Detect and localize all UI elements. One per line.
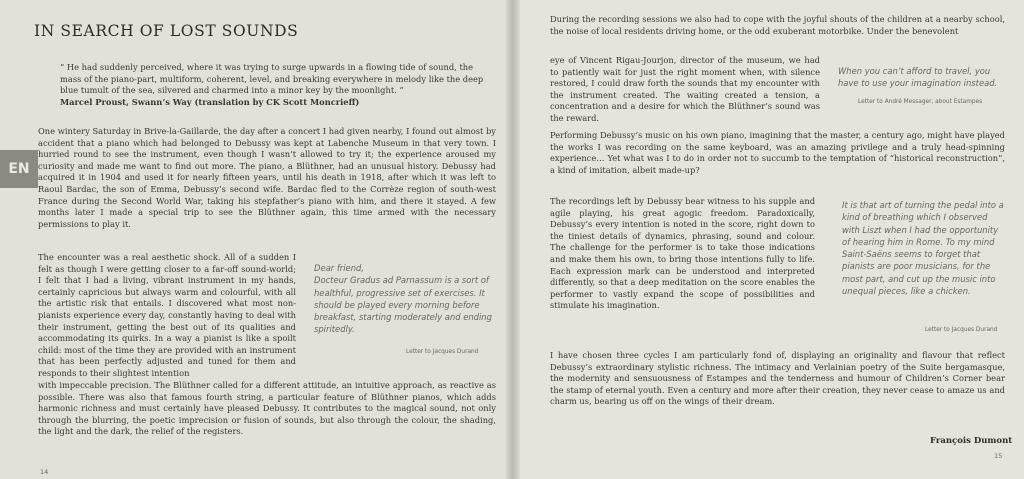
margin-quote-text: Docteur Gradus ad Parnassum is a sort of healthful, progressive set of exercises. It should be played every morning before breakfast, starting moderately and ending spiritedly. (314, 275, 492, 335)
body-paragraph-2-continued: with impeccable precision. The Blüthner called for a different attitude, an intuitive approach, as reactive as possible. There was also that famous fourth string, a particular feature of Blüthner pianos, which adds harmonic richness and must certainly have pleased Debussy. It contributes to the magical sound, not only through the blurring, the poetic imprecision or fusion of sounds, but also through the colour, the shading, the light and the dark, the relief of the registers. (38, 380, 496, 437)
page-title: IN SEARCH OF LOST SOUNDS (34, 22, 299, 40)
right-paragraph-4: I have chosen three cycles I am particularly fond of, displaying an originality and flavour that reflect Debussy’s extraordinary stylistic richness. The intimacy and Verlainian poetry of the Suite bergamasque, the modernity and sensuousness of Estampes and the tenderness and humour of Children’s Corner bear the stamp of eternal youth. Even a century and more after their creation, they never cease to amaze us and charm us, bearing us off on the wings of their dream. (550, 350, 1005, 407)
margin-quote-left (314, 262, 504, 336)
margin-quote-right-1: When you can’t afford to travel, you have to use your imagination instead. (838, 66, 998, 89)
margin-quote-right-2-attribution: Letter to Jacques Durand (925, 327, 998, 333)
right-paragraph-1-continued: eye of Vincent Rigau-Jourjon, director of the museum, we had to patiently wait for just the right moment when, with silence restored, I could draw forth the sounds that my encounter with the instrument created. The waiting created a tension, a concentration and a desire for which the Blüthner’s sound was the reward. (550, 55, 820, 123)
margin-quote-salutation: Dear friend, (314, 263, 364, 273)
margin-quote-right-2: It is that art of turning the pedal into a kind of breathing which I observed with Liszt when I had the opportunity of hearing him in Rome. To my mind Saint-Saëns seems to forget that pianists are poor musicians, for the most part, and cut up the music into unequal pieces, like a chicken. (842, 200, 1004, 297)
language-tab: EN (0, 150, 38, 188)
page-number-right: 15 (994, 452, 1003, 460)
author-signature: François Dumont (930, 436, 1013, 446)
right-paragraph-3: The recordings left by Debussy bear witness to his supple and agile playing, his great agogic freedom. Paradoxically, Debussy’s every intention is noted in the score, right down to the tiniest details of dynamics, phrasing, sound and colour. The challenge for the performer is to take those indications and make them his own, to bring those intentions fully to life. Each expression mark can be understood and interpreted differently, so that a deep meditation on the score enables the performer to vastly expand the scope of possibilities and stimulate his imagination. (550, 196, 815, 311)
right-paragraph-2: Performing Debussy’s music on his own piano, imagining that the master, a century ago, might have played the works I was recording on the same keyboard, was an amazing privilege and a truly head-spinning experience… Yet what was I to do in order not to succumb to the temptation of “historical reconstruction”, a kind of imitation, albeit made-up? (550, 130, 1005, 175)
body-paragraph-2: The encounter was a real aesthetic shock. All of a sudden I felt as though I were getting closer to a far-off sound-world; I felt that I had a living, vibrant instrument in my hands, certainly capricious but always warm and colourful, with all the artistic risk that entails. I discovered what most non-pianists experience every day, constantly having to deal with their instrument, getting the best out of its qualities and accommodating its quirks. In a way a pianist is like a spoilt child: most of the time they are provided with an instrument that has been perfectly adjusted and tuned for them and responds to their slightest intention (38, 252, 296, 378)
book-gutter (506, 0, 520, 479)
epigraph-quote (60, 62, 490, 108)
epigraph-text: “ He had suddenly perceived, where it was trying to surge upwards in a flowing tide of sound, the mass of the piano-part, multiform, coherent, level, and breaking everywhere in melody like the deep blue tumult of the sea, silvered and charmed into a minor key by the moonlight. ” (60, 62, 484, 96)
margin-quote-right-1-attribution: Letter to André Messager, about Estampes (858, 99, 983, 105)
page-number-left: 14 (40, 468, 49, 476)
margin-quote-attribution: Letter to Jacques Durand (406, 349, 479, 355)
body-paragraph-1: One wintery Saturday in Brive-la-Gaillarde, the day after a concert I had given nearby, I found out almost by accident that a piano which had belonged to Debussy was kept at Labenche Museum in that very town. I hurried round to see the instrument, even though I wasn’t allowed to try it; the experience aroused my curiosity and made me want to find out more. The piano, a Blüthner, had an unusual history. Debussy had acquired it in 1904 and used it for nearly fifteen years, until his death in 1918, after which it was left to Raoul Bardac, the son of Emma, Debussy’s second wife. Bardac fled to the Corrèze region of south-west France during the Second World War, taking his stepfather’s piano with him, and there it stayed. A few months later I made a special trip to see the Blüthner again, this time armed with the necessary permissions to play it. (38, 126, 496, 229)
epigraph-citation: Marcel Proust, Swann’s Way (translation by CK Scott Moncrieff) (60, 96, 360, 107)
right-paragraph-1: During the recording sessions we also had to cope with the joyful shouts of the children at a nearby school, the noise of local residents driving home, or the odd exuberant motorbike. Under the benevolent (550, 14, 1005, 36)
